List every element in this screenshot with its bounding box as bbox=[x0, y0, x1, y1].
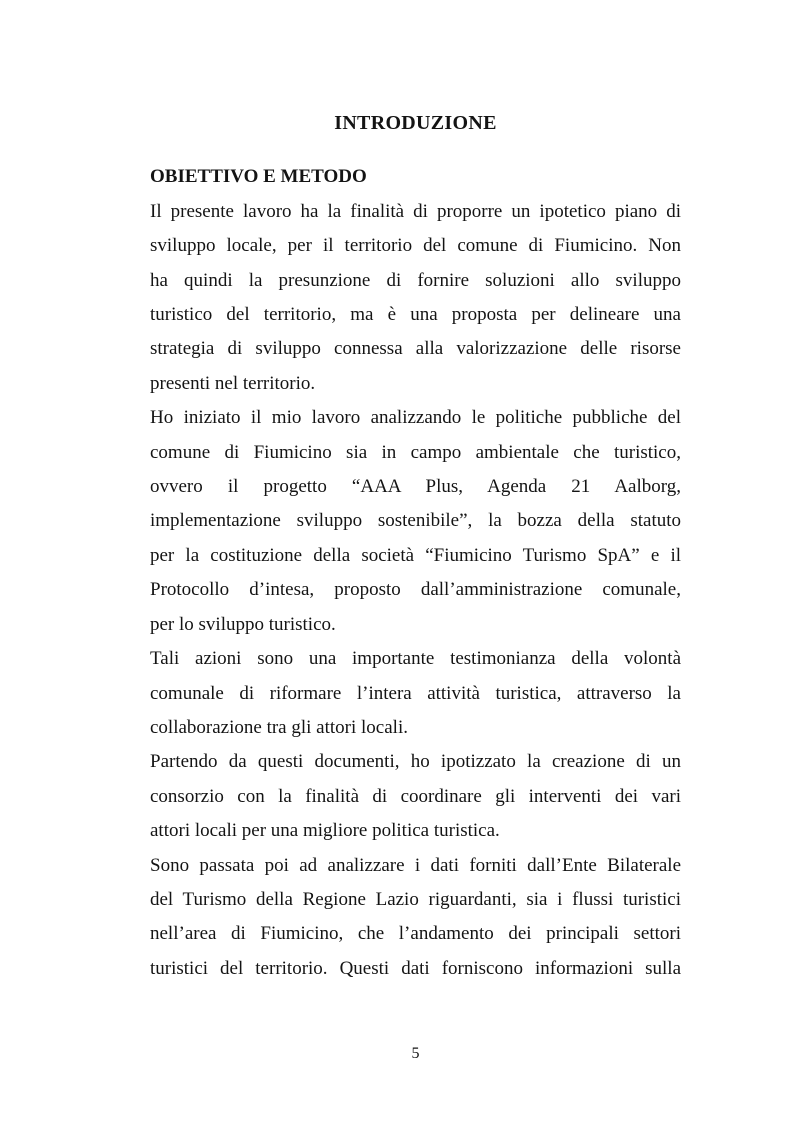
body-line: Ho iniziato il mio lavoro analizzando le politiche pubbliche del bbox=[150, 407, 681, 429]
paragraph bbox=[150, 642, 681, 745]
body-line: turistico del territorio, ma è una proposta per delineare una bbox=[150, 304, 681, 326]
paragraph bbox=[150, 745, 681, 848]
body-line: Il presente lavoro ha la finalità di proporre un ipotetico piano di bbox=[150, 200, 681, 222]
body-line: Sono passata poi ad analizzare i dati forniti dall’Ente Bilaterale bbox=[150, 854, 681, 876]
body-line: implementazione sviluppo sostenibile”, la bozza della statuto bbox=[150, 510, 681, 532]
body-line: ha quindi la presunzione di fornire soluzioni allo sviluppo bbox=[150, 269, 681, 291]
body-line: ovvero il progetto “AAA Plus, Agenda 21 Aalborg, bbox=[150, 476, 681, 498]
body-line: del Turismo della Regione Lazio riguardanti, sia i flussi turistici bbox=[150, 888, 681, 910]
body-line: nell’area di Fiumicino, che l’andamento dei principali settori bbox=[150, 923, 681, 945]
page-number: 5 bbox=[411, 1045, 420, 1062]
paragraph bbox=[150, 401, 681, 642]
body-line: attori locali per una migliore politica turistica. bbox=[150, 820, 500, 842]
body-line: per la costituzione della società “Fiumicino Turismo SpA” e il bbox=[150, 544, 681, 566]
document-body bbox=[150, 195, 681, 986]
body-line: consorzio con la finalità di coordinare gli interventi dei vari bbox=[150, 785, 681, 807]
body-line: per lo sviluppo turistico. bbox=[150, 613, 336, 635]
page-content bbox=[150, 106, 681, 986]
body-line: strategia di sviluppo connessa alla valorizzazione delle risorse bbox=[150, 338, 681, 360]
paragraph bbox=[150, 195, 681, 401]
body-line: turistici del territorio. Questi dati forniscono informazioni sulla bbox=[150, 957, 681, 979]
paragraph bbox=[150, 849, 681, 987]
body-line: collaborazione tra gli attori locali. bbox=[150, 716, 408, 738]
body-line: presenti nel territorio. bbox=[150, 372, 316, 394]
body-line: comunale di riformare l’intera attività turistica, attraverso la bbox=[150, 682, 681, 704]
document-title: INTRODUZIONE bbox=[334, 112, 497, 134]
body-line: Protocollo d’intesa, proposto dall’amministrazione comunale, bbox=[150, 579, 681, 601]
body-line: comune di Fiumicino sia in campo ambientale che turistico, bbox=[150, 441, 681, 463]
body-line: sviluppo locale, per il territorio del comune di Fiumicino. Non bbox=[150, 235, 681, 257]
section-heading: OBIETTIVO E METODO bbox=[150, 166, 367, 188]
body-line: Partendo da questi documenti, ho ipotizzato la creazione di un bbox=[150, 751, 681, 773]
body-line: Tali azioni sono una importante testimonianza della volontà bbox=[150, 648, 681, 670]
